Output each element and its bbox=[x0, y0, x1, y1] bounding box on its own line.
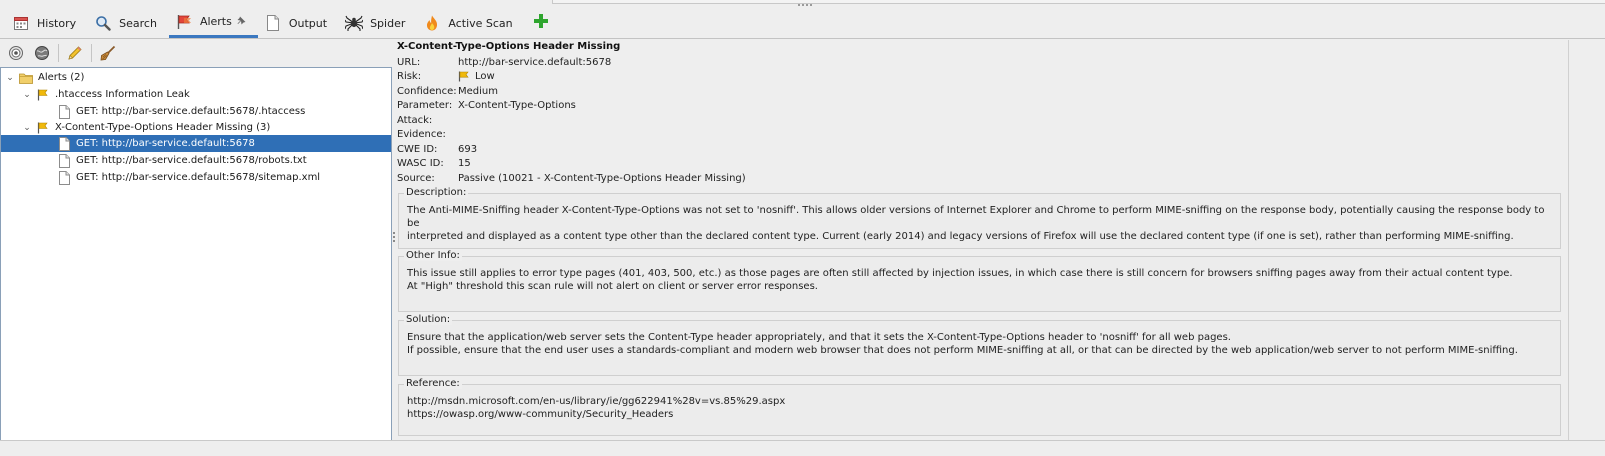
field-value: Passive (10021 - X-Content-Type-Options Header Missing) bbox=[458, 172, 746, 184]
flame-icon bbox=[423, 14, 441, 32]
other-info-line: This issue still applies to error type pages (401, 403, 500, etc.) as those pages are often still affected by injection issues, in which case there is still concern for browsers sniffing pages away from their actual content type. bbox=[407, 268, 1513, 279]
description-line: The Anti-MIME-Sniffing header X-Content-Type-Options was not set to 'nosniff'. This allows older versions of Internet Explorer and Chrome to perform MIME-sniffing on the response body, potentially causing the response body to be bbox=[407, 205, 1545, 229]
tree-item-label: GET: http://bar-service.default:5678/sitemap.xml bbox=[76, 172, 321, 183]
target-icon[interactable] bbox=[6, 43, 26, 63]
status-strip bbox=[0, 440, 1605, 456]
solution-line: If possible, ensure that the end user uses a standards-compliant and modern web browser that does not perform MIME-sniffing at all, or that can be directed by the web application/web server to not perform MIME-sniffing. bbox=[407, 345, 1518, 356]
alerts-toolbar bbox=[0, 40, 393, 66]
tab-history[interactable] bbox=[6, 8, 88, 38]
expand-toggle-icon[interactable]: ⌄ bbox=[23, 122, 31, 133]
field-wasc-id bbox=[397, 156, 471, 170]
tree-root-alerts[interactable] bbox=[1, 69, 391, 86]
field-value: 15 bbox=[458, 157, 471, 169]
tree-item[interactable] bbox=[1, 152, 391, 169]
tab-alerts[interactable] bbox=[169, 8, 258, 38]
other-info-title: Other Info: bbox=[406, 250, 460, 261]
toolbar-separator bbox=[58, 44, 59, 62]
solution-text bbox=[407, 331, 1552, 357]
tree-group-label: X-Content-Type-Options Header Missing (3) bbox=[55, 122, 271, 133]
field-label: Risk: bbox=[397, 70, 422, 82]
alert-detail-panel bbox=[396, 40, 1568, 440]
broom-icon[interactable] bbox=[98, 43, 118, 63]
field-label: Source: bbox=[397, 172, 435, 184]
reference-link[interactable]: https://owasp.org/www-community/Security_Headers bbox=[407, 409, 674, 420]
other-info-text bbox=[407, 267, 1552, 293]
reference-text bbox=[407, 395, 1552, 421]
tab-active-scan-label: Active Scan bbox=[448, 16, 513, 30]
reference-title: Reference: bbox=[406, 378, 460, 389]
field-parameter bbox=[397, 98, 576, 112]
description-text bbox=[407, 204, 1552, 243]
alerts-tree-panel bbox=[0, 40, 393, 440]
other-info-line: At "High" threshold this scan rule will not alert on client or server error responses. bbox=[407, 281, 818, 292]
document-icon bbox=[57, 154, 71, 168]
field-label: WASC ID: bbox=[397, 157, 444, 169]
tab-output[interactable] bbox=[258, 8, 339, 38]
field-url bbox=[397, 55, 611, 69]
alert-title: X-Content-Type-Options Header Missing bbox=[397, 41, 621, 52]
tab-spider-label: Spider bbox=[370, 16, 406, 30]
solution-line: Ensure that the application/web server sets the Content-Type header appropriately, and that it sets the X-Content-Type-Options header to 'nosniff' for all web pages. bbox=[407, 332, 1231, 343]
tab-search-label: Search bbox=[119, 16, 157, 30]
field-value: 693 bbox=[458, 143, 478, 155]
tab-active-scan[interactable] bbox=[417, 8, 524, 38]
magnifier-icon bbox=[94, 14, 112, 32]
right-margin bbox=[1568, 40, 1605, 440]
tab-bar bbox=[0, 8, 1605, 39]
tree-item[interactable] bbox=[1, 169, 391, 186]
field-cwe-id bbox=[397, 142, 477, 156]
field-attack bbox=[397, 113, 458, 127]
plus-icon bbox=[533, 12, 549, 34]
field-value-wrap bbox=[458, 71, 495, 82]
risk-flag-icon bbox=[36, 88, 50, 102]
tree-item-label: GET: http://bar-service.default:5678 bbox=[76, 138, 255, 149]
flag-icon bbox=[175, 13, 193, 31]
field-risk bbox=[397, 69, 495, 83]
field-label: Parameter: bbox=[397, 99, 453, 111]
tree-group-label: .htaccess Information Leak bbox=[55, 89, 190, 100]
tab-history-label: History bbox=[37, 16, 77, 30]
tree-root-label: Alerts (2) bbox=[38, 72, 85, 83]
expand-toggle-icon[interactable]: ⌄ bbox=[23, 89, 31, 100]
top-panel-edge bbox=[552, 0, 1605, 4]
field-value: Medium bbox=[458, 85, 498, 97]
tab-spider[interactable] bbox=[339, 8, 417, 38]
document-icon bbox=[57, 137, 71, 151]
pin-icon[interactable] bbox=[237, 16, 246, 28]
field-label: Evidence: bbox=[397, 128, 446, 140]
field-confidence bbox=[397, 84, 498, 98]
document-icon bbox=[57, 105, 71, 119]
field-value: http://bar-service.default:5678 bbox=[458, 56, 612, 68]
field-label: Attack: bbox=[397, 114, 433, 126]
tree-group-htaccess[interactable] bbox=[1, 86, 391, 103]
add-tab-button[interactable] bbox=[525, 8, 561, 38]
folder-icon bbox=[19, 71, 33, 85]
tab-alerts-label: Alerts bbox=[199, 15, 232, 28]
tab-output-label: Output bbox=[288, 16, 328, 30]
field-label: Confidence: bbox=[397, 85, 457, 97]
tree-item-label: GET: http://bar-service.default:5678/robots.txt bbox=[76, 155, 307, 166]
tree-item[interactable] bbox=[1, 103, 391, 120]
risk-flag-icon bbox=[458, 71, 470, 82]
field-label: CWE ID: bbox=[397, 143, 438, 155]
edit-pencil-icon[interactable] bbox=[65, 43, 85, 63]
tree-item-label: GET: http://bar-service.default:5678/.htaccess bbox=[76, 106, 306, 117]
risk-flag-icon bbox=[36, 121, 50, 135]
solution-title: Solution: bbox=[406, 314, 451, 325]
spider-icon bbox=[345, 14, 363, 32]
toolbar-separator bbox=[91, 44, 92, 62]
field-value: X-Content-Type-Options bbox=[458, 99, 576, 111]
tab-search[interactable] bbox=[88, 8, 169, 38]
document-icon bbox=[57, 171, 71, 185]
risk-value: Low bbox=[475, 70, 495, 82]
document-icon bbox=[264, 14, 282, 32]
description-title: Description: bbox=[406, 187, 467, 198]
description-line: interpreted and displayed as a content type other than the declared content type. Current (early 2014) and legacy versions of Firefox will use the declared content type (if one is set), rather than performing MIME-sniffing. bbox=[407, 231, 1514, 242]
tree-item-selected[interactable] bbox=[1, 135, 391, 152]
field-label: URL: bbox=[397, 56, 421, 68]
calendar-icon bbox=[12, 14, 30, 32]
field-source bbox=[397, 171, 746, 185]
reference-link[interactable]: http://msdn.microsoft.com/en-us/library/ie/gg622941%28v=vs.85%29.aspx bbox=[407, 396, 786, 407]
field-evidence bbox=[397, 127, 458, 141]
alerts-tree bbox=[0, 67, 392, 442]
expand-toggle-icon[interactable]: ⌄ bbox=[6, 72, 14, 83]
filter-globe-icon[interactable] bbox=[32, 43, 52, 63]
tree-group-x-content-type[interactable] bbox=[1, 119, 391, 136]
